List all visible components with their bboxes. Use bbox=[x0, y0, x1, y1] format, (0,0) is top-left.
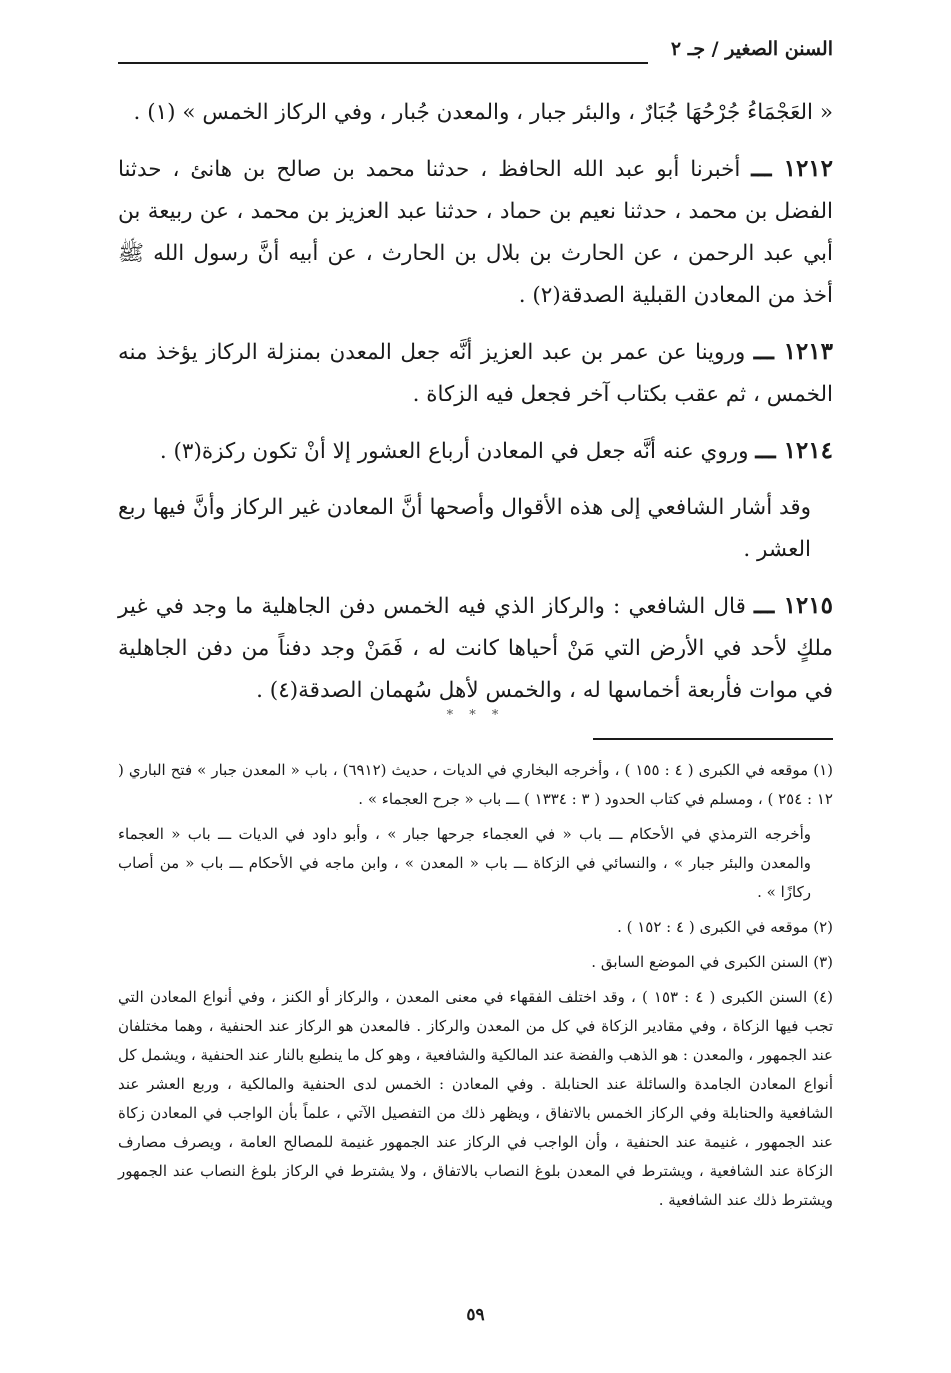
running-header bbox=[118, 38, 833, 68]
paragraph-hadith-quote: « العَجْمَاءُ جُرْحُهَا جُبَارٌ ، والبئر جبار ، والمعدن جُبار ، وفي الركاز الخمس » (١) . bbox=[133, 100, 833, 125]
paragraph-1215 bbox=[118, 585, 833, 712]
footnote-4: (٤) السنن الكبرى ( ٤ : ١٥٣ ) ، وقد اختلف الفقهاء في معنى المعدن ، والركاز أو الكنز ، وفي أنواع المعادن التي تجب فيها الزكاة ، وفي مقادير الزكاة في كل من المعدن والركاز . فالمعدن هو الركاز عند الحنفية ، وهما مختلفان عند الجمهور ، والمعدن : هو الذهب والفضة عند المالكية والشافعية ، وهو كل ما ينطبع بالنار عند الحنفية ، ويشمل كل أنواع المعادن الجامدة والسائلة عند الحنابلة . وفي المعادن : الخمس لدى الحنفية والمالكية ، وربع العشر عند الشافعية والحنابلة وفي الركاز الخمس بالاتفاق ، ويظهر ذلك من التفصيل الآتي ، علماً بأن الواجب في المعادن زكاة عند الجمهور ، غنيمة عند الحنفية ، وأن الواجب في الركاز عند الجمهور غنيمة للمصالح العامة ، ويصرف مصارف الزكاة عند الشافعية ، ويشترط في المعدن بلوغ النصاب بالاتفاق ، ولا يشترط في الركاز بلوغ النصاب عند الجمهور ويشترط ذلك عند الشافعية . bbox=[118, 988, 834, 1209]
paragraph-shafii-note: وقد أشار الشافعي إلى هذه الأقوال وأصحها أنَّ المعادن غير الركاز وأنَّ فيها ربع العشر . bbox=[118, 495, 811, 562]
hadith-text-1212: أخبرنا أبو عبد الله الحافظ ، حدثنا محمد بن صالح بن هانئ ، حدثنا الفضل بن محمد ، حدثنا نعيم بن حماد ، حدثنا عبد العزيز بن محمد ، عن ربيعة بن أبي عبد الرحمن ، عن الحارث بن بلال بن الحارث ، عن أبيه أنَّ رسول الله ﷺ أخذ من المعادن القبلية الصدقة(٢) . bbox=[118, 157, 833, 308]
hadith-text-1213: وروينا عن عمر بن عبد العزيز أنَّه جعل المعدن بمنزلة الركاز يؤخذ منه الخمس ، ثم عقب بكتاب آخر فجعل فيه الزكاة . bbox=[118, 340, 833, 407]
paragraph-1214 bbox=[118, 430, 833, 473]
header-title: السنن الصغير / جـ ٢ bbox=[670, 38, 833, 60]
hadith-number-1214: ١٢١٤ ـــ bbox=[755, 437, 833, 464]
hadith-text-1214: وروي عنه أنَّه جعل في المعادن أرباع العشور إلا أنْ تكون ركزة(٣) . bbox=[159, 439, 756, 464]
section-separator: * * * bbox=[446, 708, 505, 723]
paragraph-1212 bbox=[118, 148, 833, 317]
footnote-1-continued: وأخرجه الترمذي في الأحكام ـــ باب « في العجماء جرحها جبار » ، وأبو داود في الديات ـــ باب « العجماء والمعدن والبئر جبار » ، والنسائي في الزكاة ـــ باب « المعدن » ، وابن ماجه في الأحكام ـــ باب « من أصاب ركازًا » . bbox=[118, 825, 811, 901]
footnote-2: (٢) موقعه في الكبرى ( ٤ : ١٥٢ ) . bbox=[617, 918, 833, 936]
header-rule bbox=[118, 62, 648, 64]
footnote-rule bbox=[593, 738, 833, 740]
main-text bbox=[118, 92, 833, 726]
footnote-3: (٣) السنن الكبرى في الموضع السابق . bbox=[591, 953, 833, 971]
hadith-number-1215: ١٢١٥ ـــ bbox=[754, 592, 833, 619]
footnote-1: (١) موقعه في الكبرى ( ٤ : ١٥٥ ) ، وأخرجه البخاري في الديات ، حديث (٦٩١٢) ، باب « المعدن جبار » فتح الباري ( ١٢ : ٢٥٤ ) ، ومسلم في كتاب الحدود ( ٣ : ١٣٣٤ ) ـــ باب « جرح العجماء » . bbox=[118, 761, 833, 808]
hadith-number-1212: ١٢١٢ ـــ bbox=[751, 155, 834, 182]
footnotes bbox=[118, 756, 833, 1221]
paragraph-1213 bbox=[118, 331, 833, 416]
hadith-number-1213: ١٢١٣ ـــ bbox=[753, 338, 833, 365]
page-number: ٥٩ bbox=[466, 1305, 485, 1325]
hadith-text-1215: قال الشافعي : والركاز الذي فيه الخمس دفن الجاهلية ما وجد في غير ملكٍ لأحد في الأرض التي مَنْ أحياها كانت له ، فَمَنْ وجد دفناً من دفن الجاهلية في موات فأربعة أخماسها له ، والخمس لأهل سُهمان الصدقة(٤) . bbox=[118, 594, 833, 703]
